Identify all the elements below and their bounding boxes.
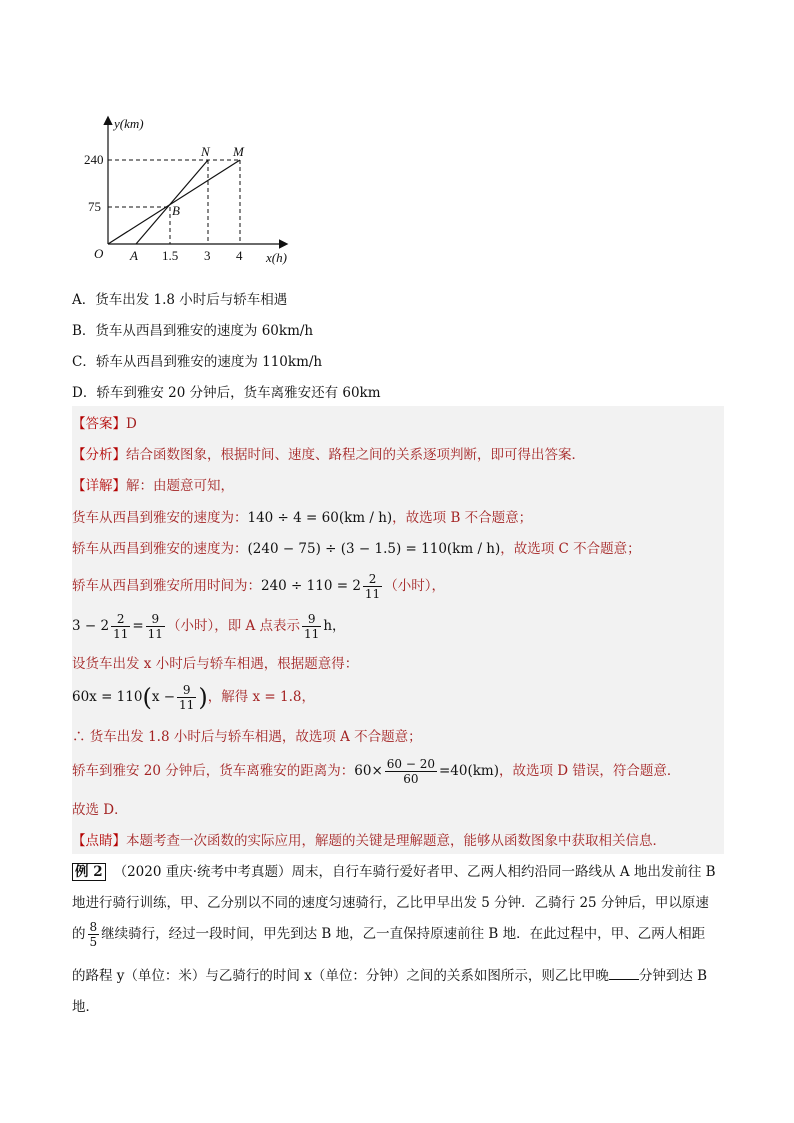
- y-axis-label: y(km): [114, 116, 144, 131]
- distance-time-graph: [84, 112, 300, 272]
- solution-line-8: 轿车到雅安 20 分钟后，货车离雅安的距离为：60× $\frac{60 - 20}{60}$ =40(km)，故选项 D 错误，符合题意．: [72, 757, 681, 786]
- solution-line-4: 3 − 2 $\frac{2}{11}$ = $\frac{9}{11}$ （小时），即 A 点表示 $\frac{9}{11}$ h，: [72, 612, 346, 641]
- solution-line-6: 60x = 110(x − $\frac{9}{11}$ )，解得 x = 1.8，: [72, 683, 315, 712]
- x-tick-4: 4: [236, 248, 243, 263]
- math-2: (240 − 75) ÷ (3 − 1.5) = 110(km / h): [247, 541, 501, 557]
- point-b-label: B: [172, 203, 180, 218]
- x-axis-label: x(h): [266, 250, 287, 265]
- fraction-2-11: $\frac{2}{11}$: [364, 572, 381, 601]
- answer-blank: [609, 979, 639, 980]
- x-tick-a: A: [130, 248, 138, 263]
- point-n-label: N: [201, 144, 210, 159]
- detail-line: [72, 476, 234, 496]
- solution-line-5: 设货车出发 x 小时后与轿车相遇，根据题意得：: [72, 656, 359, 672]
- solution-line-1: 货车从西昌到雅安的速度为：140 ÷ 4 = 60(km / h)，故选项 B 不合题意；: [72, 510, 533, 526]
- solution-line-3: 轿车从西昌到雅安所用时间为：240 ÷ 110 = 2 $\frac{2}{11}$ （小时），: [72, 572, 445, 601]
- comment-tag: 【点睛】: [72, 833, 126, 849]
- option-a: A．货车出发 1.8 小时后与轿车相遇: [72, 292, 288, 308]
- example-tag: 例 2: [72, 863, 106, 881]
- analysis-tag: 【分析】: [72, 447, 126, 463]
- y-tick-240: 240: [84, 152, 104, 167]
- comment-line: [72, 831, 666, 851]
- example2-line-5: 地．: [72, 999, 99, 1015]
- detail-tag: 【详解】: [72, 478, 126, 494]
- x-tick-3: 3: [204, 248, 211, 263]
- y-tick-75: 75: [88, 199, 101, 214]
- solution-line-9: 故选 D．: [72, 802, 128, 818]
- example2-line-3: 的 $\frac{8}{5}$ 继续骑行，经过一段时间，甲先到达 B 地，乙一直保持原速前往 B 地．在此过程中，甲、乙两人相距: [72, 920, 706, 949]
- detail-text: 解：由题意可知，: [126, 478, 234, 494]
- analysis-text: 结合函数图象，根据时间、速度、路程之间的关系逐项判断，即可得出答案．: [126, 447, 585, 463]
- math-1: 140 ÷ 4 = 60(km / h): [247, 510, 393, 526]
- analysis-line: [72, 445, 585, 465]
- example2-line-2: 地进行骑行训练，甲、乙分别以不同的速度匀速骑行，乙比甲早出发 5 分钟．乙骑行 25 分钟后，甲以原速: [72, 895, 709, 911]
- solution-line-2: 轿车从西昌到雅安的速度为：(240 − 75) ÷ (3 − 1.5) = 110(km / h)，故选项 C 不合题意；: [72, 541, 641, 557]
- line-om: [108, 160, 240, 244]
- answer-tag: 【答案】: [72, 416, 126, 432]
- comment-text: 本题考查一次函数的实际应用，解题的关键是理解题意，能够从函数图象中获取相关信息．: [126, 833, 666, 849]
- line-an: [136, 160, 208, 244]
- option-b: B．货车从西昌到雅安的速度为 60km/h: [72, 323, 314, 339]
- example2-line-4: 的路程 y（单位：米）与乙骑行的时间 x（单位：分钟）之间的关系如图所示，则乙比甲晚 分钟到达 B: [72, 968, 708, 984]
- answer-value: D: [126, 416, 137, 432]
- x-tick-15: 1.5: [162, 248, 179, 263]
- example2-line-1: 例 2 （2020 重庆·统考中考真题）周末，自行车骑行爱好者甲、乙两人相约沿同一路线从 A 地出发前往 B: [72, 862, 728, 882]
- answer-line: [72, 414, 137, 434]
- math-3: 240 ÷ 110 = 2: [261, 578, 361, 594]
- point-m-label: M: [233, 144, 244, 159]
- solution-line-7: ∴ 货车出发 1.8 小时后与轿车相遇，故选项 A 不合题意；: [72, 729, 422, 745]
- origin-label: O: [94, 246, 104, 261]
- option-d: D．轿车到雅安 20 分钟后，货车离雅安还有 60km: [72, 385, 381, 401]
- option-c: C．轿车从西昌到雅安的速度为 110km/h: [72, 354, 323, 370]
